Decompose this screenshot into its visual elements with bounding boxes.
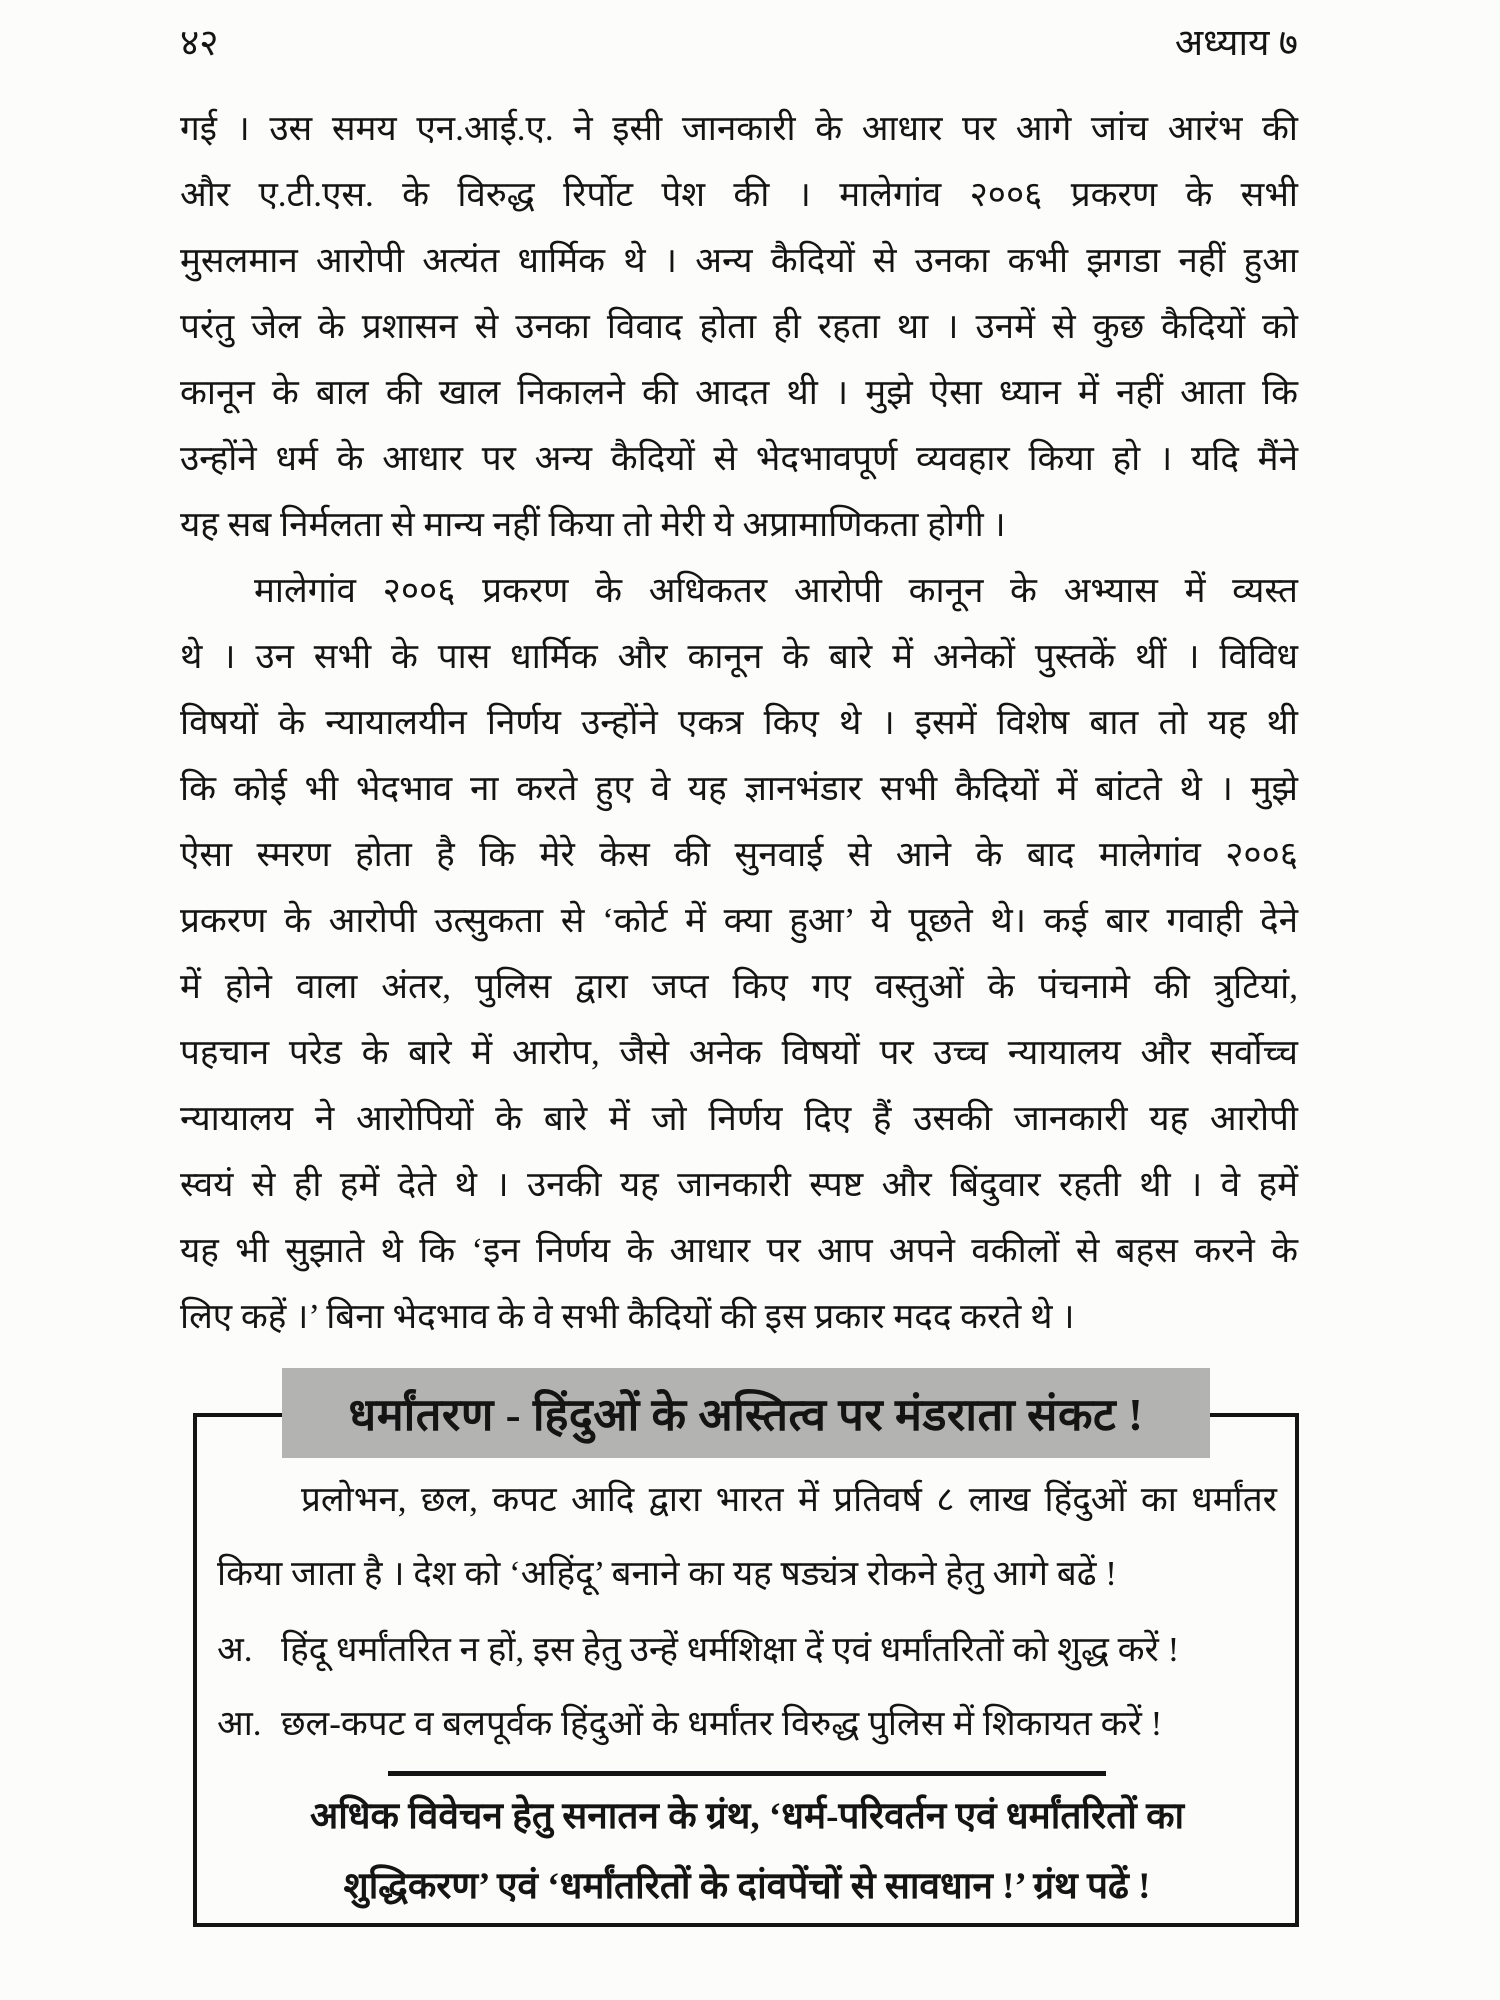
notice-item xyxy=(217,1613,1277,1687)
body-line: न्यायालय ने आरोपियों के बारे में जो निर्णय दिए हैं उसकी जानकारी यह आरोपी xyxy=(180,1099,1298,1138)
body-line: में होने वाला अंतर, पुलिस द्वारा जप्त किए गए वस्तुओं के पंचनामे की त्रुटियां, xyxy=(180,967,1298,1006)
page-header xyxy=(180,22,1298,66)
notice-intro-line: किया जाता है । देश को ‘अहिंदू’ बनाने का यह षड्यंत्र रोकने हेतु आगे बढें ! xyxy=(217,1554,1117,1593)
body-line: लिए कहें ।’ बिना भेदभाव के वे सभी कैदियों की इस प्रकार मदद करते थे । xyxy=(180,1297,1075,1336)
notice-item-text: छल-कपट व बलपूर्वक हिंदुओं के धर्मांतर विरुद्ध पुलिस में शिकायत करें ! xyxy=(281,1704,1163,1743)
body-line: प्रकरण के आरोपी उत्सुकता से ‘कोर्ट में क्या हुआ’ ये पूछते थे। कई बार गवाही देने xyxy=(180,901,1298,940)
notice-box-body xyxy=(197,1417,1295,1922)
body-text xyxy=(180,96,1298,1350)
body-line: थे । उन सभी के पास धार्मिक और कानून के बारे में अनेकों पुस्तकें थीं । विविध xyxy=(180,637,1298,676)
notice-items xyxy=(217,1613,1277,1761)
body-line: और ए.टी.एस. के विरुद्ध रिर्पोट पेश की । मालेगांव २००६ प्रकरण के सभी xyxy=(180,175,1298,214)
body-line: मालेगांव २००६ प्रकरण के अधिकतर आरोपी कानून के अभ्यास में व्यस्त xyxy=(254,571,1298,610)
body-line: यह भी सुझाते थे कि ‘इन निर्णय के आधार पर आप अपने वकीलों से बहस करने के xyxy=(180,1231,1298,1270)
body-line: गई । उस समय एन.आई.ए. ने इसी जानकारी के आधार पर आगे जांच आरंभ की xyxy=(180,109,1298,148)
body-line: स्वयं से ही हमें देते थे । उनकी यह जानकारी स्पष्ट और बिंदुवार रहती थी । वे हमें xyxy=(180,1165,1298,1204)
notice-item-label: अ. xyxy=(217,1630,253,1669)
body-line: पहचान परेड के बारे में आरोप, जैसे अनेक विषयों पर उच्च न्यायालय और सर्वोच्च xyxy=(180,1033,1298,1072)
notice-box-title: धर्मांतरण - हिंदुओं के अस्तित्व पर मंडराता संकट ! xyxy=(282,1368,1210,1458)
notice-item-label: आ. xyxy=(217,1704,262,1743)
notice-intro xyxy=(217,1463,1277,1611)
body-line: मुसलमान आरोपी अत्यंत धार्मिक थे । अन्य कैदियों से उनका कभी झगडा नहीं हुआ xyxy=(180,241,1298,280)
notice-item xyxy=(217,1687,1277,1761)
notice-footer-line: शुद्धिकरण’ एवं ‘धर्मांतरितों के दांवपेंचों से सावधान !’ ग्रंथ पढें ! xyxy=(343,1866,1151,1907)
body-line: कानून के बाल की खाल निकालने की आदत थी । मुझे ऐसा ध्यान में नहीं आता कि xyxy=(180,373,1298,412)
body-line: कि कोई भी भेदभाव ना करते हुए वे यह ज्ञानभंडार सभी कैदियों में बांटते थे । मुझे xyxy=(180,769,1298,808)
body-line: यह सब निर्मलता से मान्य नहीं किया तो मेरी ये अप्रामाणिकता होगी । xyxy=(180,505,1006,544)
body-line: उन्होंने धर्म के आधार पर अन्य कैदियों से भेदभावपूर्ण व्यवहार किया हो । यदि मैंने xyxy=(180,439,1298,478)
notice-footer-line: अधिक विवेचन हेतु सनातन के ग्रंथ, ‘धर्म-परिवर्तन एवं धर्मांतरितों का xyxy=(309,1796,1185,1837)
body-line: विषयों के न्यायालयीन निर्णय उन्होंने एकत्र किए थे । इसमें विशेष बात तो यह थी xyxy=(180,703,1298,742)
conversion-notice-box xyxy=(193,1389,1299,1927)
body-line: ऐसा स्मरण होता है कि मेरे केस की सुनवाई से आने के बाद मालेगांव २००६ xyxy=(180,835,1298,874)
notice-footer xyxy=(217,1782,1277,1922)
page-number: ४२ xyxy=(180,23,219,64)
body-line: परंतु जेल के प्रशासन से उनका विवाद होता ही रहता था । उनमें से कुछ कैदियों को xyxy=(180,307,1298,346)
chapter-label: अध्याय ७ xyxy=(1174,23,1298,64)
notice-item-text: हिंदू धर्मांतरित न हों, इस हेतु उन्हें धर्मशिक्षा दें एवं धर्मांतरितों को शुद्ध करें ! xyxy=(281,1630,1180,1669)
notice-divider-rule xyxy=(388,1771,1106,1776)
notice-intro-line: प्रलोभन, छल, कपट आदि द्वारा भारत में प्रतिवर्ष ८ लाख हिंदुओं का धर्मांतर xyxy=(301,1480,1277,1519)
